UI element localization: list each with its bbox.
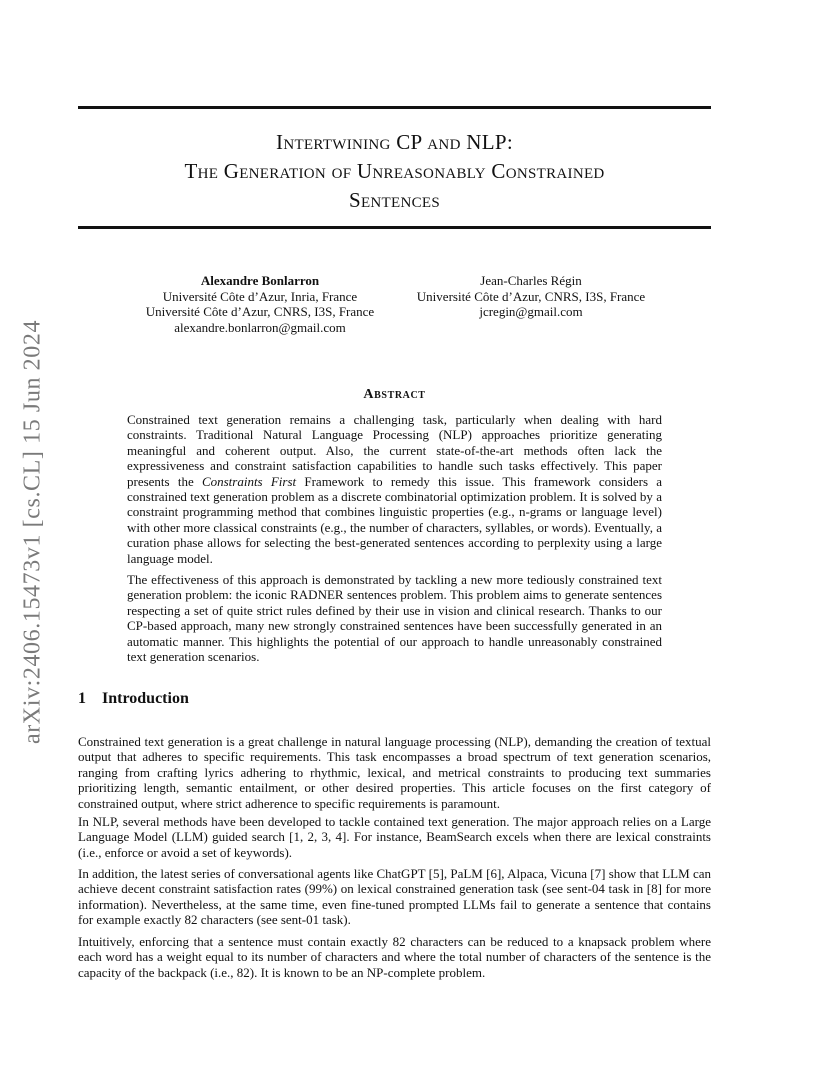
author-block-1 [140,273,380,335]
section-number: 1 [78,690,86,707]
abstract-heading: Abstract [363,387,426,402]
paper-title [78,128,711,215]
title-line-2: The Generation of Unreasonably Constrained [184,159,605,183]
abstract-paragraph: The effectiveness of this approach is demonstrated by tackling a new more tediously constrained text generation problem: the iconic RADNER sentences problem. This problem aims to generate sentences respecting a set of quite strict rules defined by their use in vision and clinical research. Thanks to our CP-based approach, many new strongly constrained sentences have been successfully generated in an automatic manner. This highlights the potential of our approach to handle unreasonably constrained text generation scenarios. [127,572,662,665]
author-block-2 [400,273,662,320]
body-paragraph: In addition, the latest series of conversational agents like ChatGPT [5], PaLM [6], Alpaca, Vicuna [7] show that LLM can achieve decent constraint satisfaction rates (99%) on lexical constrained generation task (see sent-04 task in [8] for more information). Nevertheless, at the same time, even fine-tuned prompted LLMs fail to generate a sentence that contains for example exactly 82 characters (see sent-01 task). [78,866,711,928]
author-email: alexandre.bonlarron@gmail.com [174,319,346,335]
body-paragraph: In NLP, several methods have been developed to tackle contained text generation. The major approach relies on a Large Language Model (LLM) guided search [1, 2, 3, 4]. For instance, BeamSearch excels when there are lexical constraints (i.e., enforce or avoid a set of keywords). [78,814,711,860]
body-paragraph: Constrained text generation is a great challenge in natural language processing (NLP), demanding the creation of textual output that adheres to specific requirements. This task encompasses a broad spectrum of text generation scenarios, ranging from crafting lyrics adhering to rhythmic, lexical, and metrical constraints to producing text summaries prioritizing length, semantic entailment, or other desired properties. This article focuses on the first category of constrained output, where strict adherence to specific requirements is paramount. [78,734,711,811]
abstract-paragraph [127,412,662,566]
abstract-emphasis: Constraints First [201,473,297,489]
author-name: Alexandre Bonlarron [200,273,320,288]
section-heading [78,690,189,708]
author-affiliation: Université Côte d’Azur, Inria, France [162,288,358,304]
title-line-3: Sentences [348,188,441,212]
section-title: Introduction [102,690,189,707]
title-line-1: Intertwining CP and NLP: [276,130,513,154]
title-rule-bottom [78,226,711,229]
author-name: Jean-Charles Régin [480,273,582,288]
title-rule-top [78,106,711,109]
abstract-text: Framework to remedy this issue. This framework considers a constrained text generation problem as a discrete combinatorial optimization problem. It is solved by a constraint programming method that combines linguistic properties (e.g., n-grams or language level) with other more classical constraints (e.g., the number of characters, syllables, or words). Eventually, a curation phase allows for selecting the best-generated sentences according to perplexity using a large language model. [127,473,663,566]
author-affiliation: Université Côte d’Azur, CNRS, I3S, France [416,288,646,304]
author-email: jcregin@gmail.com [479,304,583,319]
author-affiliation: Université Côte d’Azur, CNRS, I3S, France [145,304,375,319]
abstract-text: Constrained text generation remains a challenging task, particularly when dealing with hard constraints. Traditional Natural Language Processing (NLP) approaches prioritize generating meaningful and coherent output. Also, the current state-of-the-art methods often lack the expressiveness and constraint satisfaction capabilities to handle such tasks effectively. This paper presents the [127,412,662,489]
arxiv-identifier: arXiv:2406.15473v1 [cs.CL] 15 Jun 2024 [19,319,46,745]
body-paragraph: Intuitively, enforcing that a sentence must contain exactly 82 characters can be reduced to a knapsack problem where each word has a weight equal to its number of characters and where the total number of characters of the sentence is the capacity of the backpack (i.e., 82). It is known to be an NP-complete problem. [78,934,711,980]
